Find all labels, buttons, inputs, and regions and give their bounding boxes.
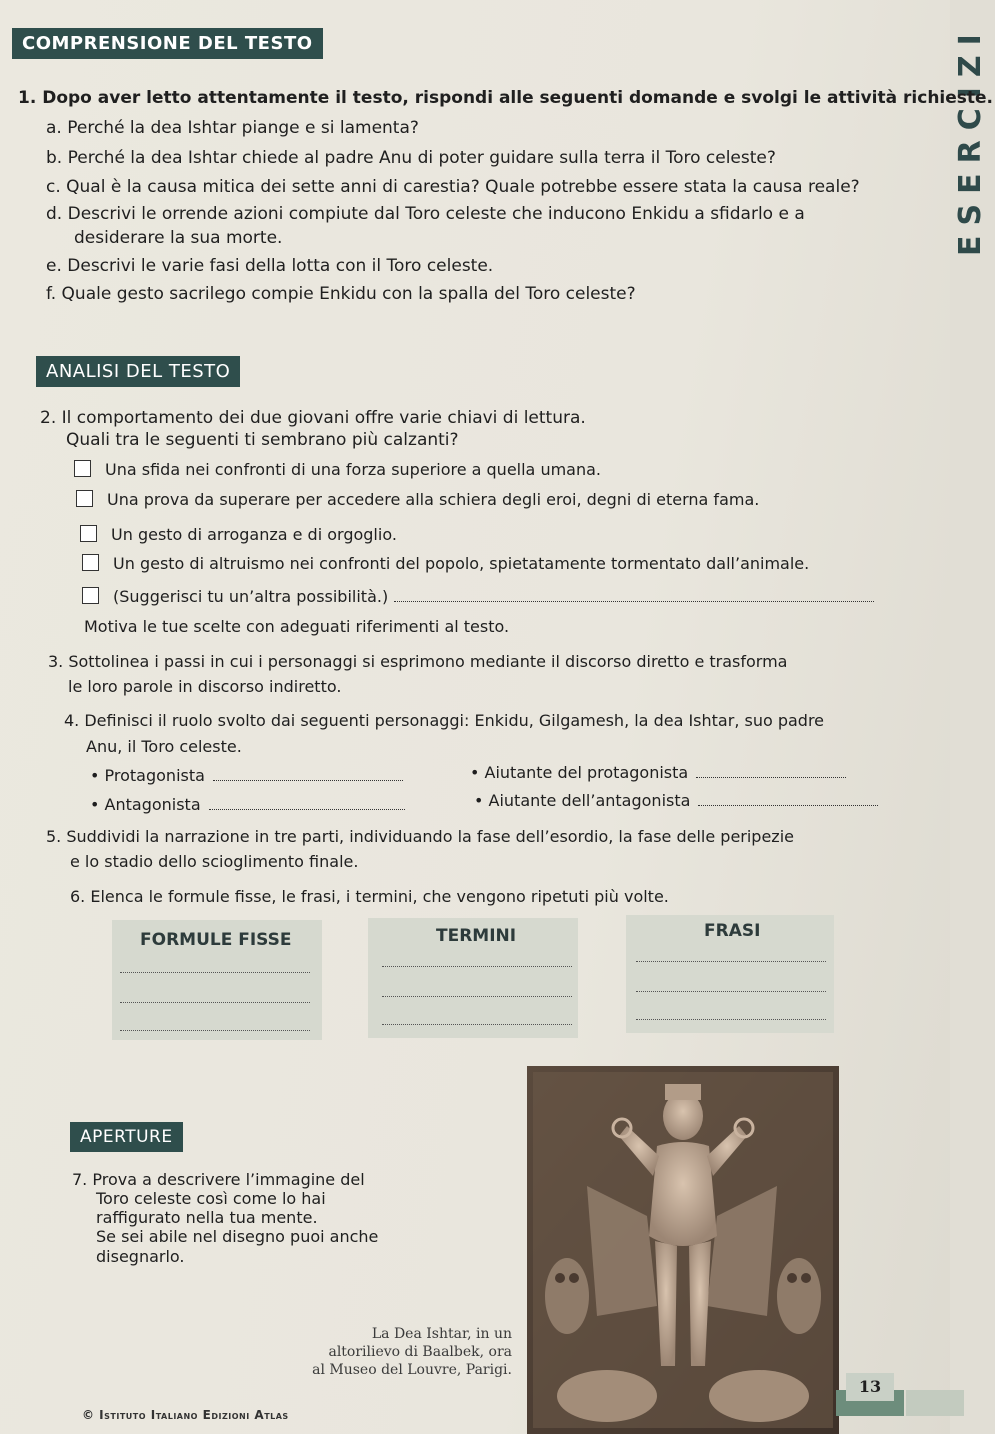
answer-line[interactable]	[636, 1019, 826, 1020]
question-1e: e. Descrivi le varie fasi della lotta con il Toro celeste.	[46, 256, 494, 276]
role-aiutante-antagonista	[474, 790, 878, 811]
question-5: 5. Suddividi la narrazione in tre parti, individuando la fase dell’esordio, la fase delle peripezie	[46, 827, 794, 846]
answer-blank[interactable]	[698, 793, 878, 806]
question-2-motiva: Motiva le tue scelte con adeguati riferimenti al testo.	[84, 617, 510, 636]
image-caption-line3: al Museo del Louvre, Parigi.	[312, 1362, 512, 1378]
question-4: 4. Definisci il ruolo svolto dai seguenti personaggi: Enkidu, Gilgamesh, la dea Ishtar, suo padre	[64, 711, 825, 730]
relief-illustration	[527, 1066, 839, 1434]
question-1c: c. Qual è la causa mitica dei sette anni di carestia? Quale potrebbe essere stata la causa reale?	[46, 177, 860, 197]
question-1f: f. Quale gesto sacrilego compie Enkidu con la spalla del Toro celeste?	[46, 284, 636, 304]
column-header: FORMULE FISSE	[140, 930, 292, 950]
column-termini	[368, 918, 578, 1038]
role-protagonista	[90, 765, 403, 786]
option-3[interactable]	[80, 525, 397, 544]
answer-line[interactable]	[382, 996, 572, 997]
role-label: • Aiutante del protagonista	[470, 763, 689, 782]
section-header-analisi: ANALISI DEL TESTO	[36, 356, 240, 387]
question-1: 1. Dopo aver letto attentamente il testo, rispondi alle seguenti domande e svolgi le attività richieste.	[18, 88, 994, 108]
role-label: • Antagonista	[90, 795, 201, 814]
column-formule-fisse	[112, 920, 322, 1040]
image-caption-line1: La Dea Ishtar, in un	[371, 1326, 512, 1342]
checkbox[interactable]	[74, 460, 91, 477]
option-label: Un gesto di altruismo nei confronti del popolo, spietatamente tormentato dall’animale.	[113, 554, 810, 573]
checkbox[interactable]	[76, 490, 93, 507]
answer-blank[interactable]	[394, 589, 874, 602]
option-5[interactable]	[82, 587, 874, 606]
column-header: TERMINI	[436, 926, 517, 946]
role-label: • Protagonista	[90, 766, 205, 785]
question-1b: b. Perché la dea Ishtar chiede al padre Anu di poter guidare sulla terra il Toro celeste?	[46, 148, 776, 168]
sidebar-title: ESERCIZI	[953, 24, 988, 256]
checkbox[interactable]	[82, 587, 99, 604]
role-antagonista	[90, 794, 405, 815]
section-header-aperture: APERTURE	[70, 1122, 183, 1152]
option-label: Un gesto di arroganza e di orgoglio.	[111, 525, 397, 544]
answer-line[interactable]	[636, 991, 826, 992]
answer-line[interactable]	[382, 966, 572, 967]
question-7-line3: raffigurato nella tua mente.	[96, 1208, 318, 1227]
image-caption-line2: altorilievo di Baalbek, ora	[328, 1344, 512, 1360]
option-label: (Suggerisci tu un’altra possibilità.)	[113, 587, 389, 606]
sidebar-strip	[950, 0, 995, 1434]
ishtar-relief-image	[527, 1066, 839, 1434]
section-header-comprensione: COMPRENSIONE DEL TESTO	[12, 28, 323, 59]
checkbox[interactable]	[80, 525, 97, 542]
answer-line[interactable]	[120, 1030, 310, 1031]
answer-line[interactable]	[120, 972, 310, 973]
column-header: FRASI	[704, 921, 761, 941]
column-frasi	[626, 915, 834, 1033]
option-label: Una prova da superare per accedere alla schiera degli eroi, degni di eterna fama.	[107, 490, 760, 509]
role-aiutante-protagonista	[470, 762, 846, 783]
question-6: 6. Elenca le formule fisse, le frasi, i termini, che vengono ripetuti più volte.	[70, 887, 669, 906]
option-2[interactable]	[76, 490, 759, 509]
answer-blank[interactable]	[696, 765, 846, 778]
role-label: • Aiutante dell’antagonista	[474, 791, 691, 810]
copyright-notice: © Istituto Italiano Edizioni Atlas	[82, 1408, 289, 1422]
question-7-line2: Toro celeste così come lo hai	[96, 1189, 326, 1208]
question-2: 2. Il comportamento dei due giovani offre varie chiavi di lettura.	[40, 408, 586, 428]
answer-line[interactable]	[120, 1002, 310, 1003]
question-7-line4: Se sei abile nel disegno puoi anche	[96, 1227, 379, 1246]
answer-line[interactable]	[382, 1024, 572, 1025]
question-3: 3. Sottolinea i passi in cui i personaggi si esprimono mediante il discorso diretto e trasforma	[48, 652, 788, 671]
question-7: 7. Prova a descrivere l’immagine del	[72, 1170, 365, 1189]
option-4[interactable]	[82, 554, 809, 573]
answer-blank[interactable]	[213, 768, 403, 781]
page-number: 13	[846, 1373, 894, 1401]
option-1[interactable]	[74, 460, 601, 479]
answer-line[interactable]	[636, 961, 826, 962]
footer-accent-light	[906, 1390, 964, 1416]
answer-blank[interactable]	[209, 797, 405, 810]
question-5-cont: e lo stadio dello scioglimento finale.	[70, 852, 359, 871]
question-7-line5: disegnarlo.	[96, 1247, 185, 1266]
question-3-cont: le loro parole in discorso indiretto.	[68, 677, 342, 696]
question-1a: a. Perché la dea Ishtar piange e si lamenta?	[46, 118, 419, 138]
question-1d: d. Descrivi le orrende azioni compiute dal Toro celeste che inducono Enkidu a sfidarlo e a	[46, 204, 805, 224]
question-4-cont: Anu, il Toro celeste.	[86, 737, 242, 756]
question-1d-cont: desiderare la sua morte.	[74, 228, 283, 248]
option-label: Una sfida nei confronti di una forza superiore a quella umana.	[105, 460, 602, 479]
checkbox[interactable]	[82, 554, 99, 571]
question-2-cont: Quali tra le seguenti ti sembrano più calzanti?	[66, 430, 459, 450]
